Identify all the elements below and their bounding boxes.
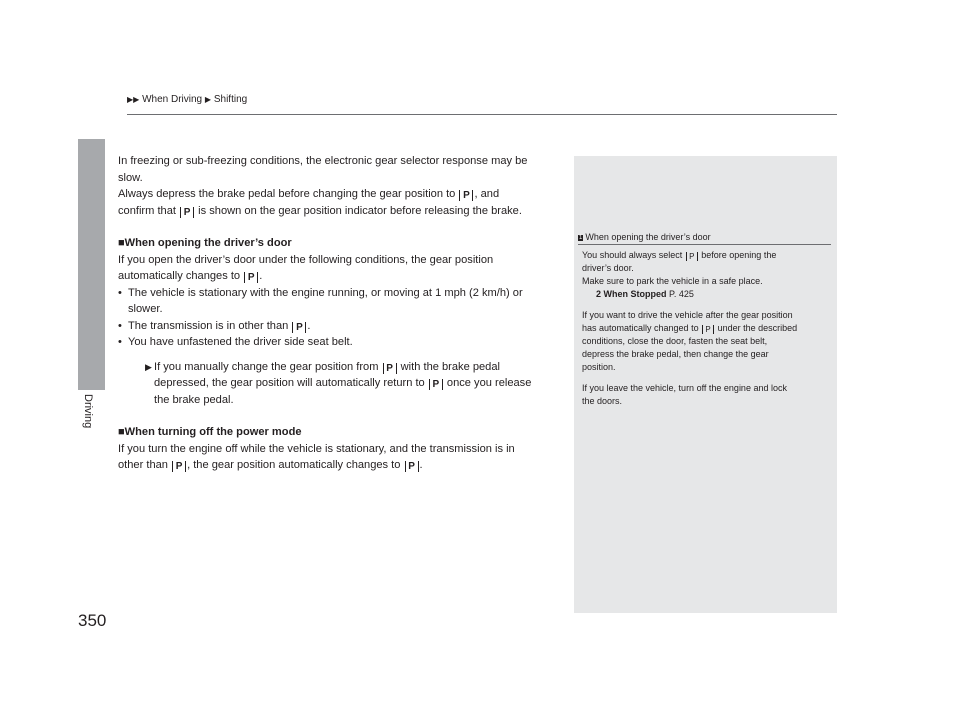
header-rule [127,114,837,115]
text-line: The vehicle is stationary with the engine running, or moving at 1 mph (2 km/h) or [128,286,523,299]
text-line: depressed, the gear position will automatically return to [154,377,425,389]
text-line: , the gear position automatically changes to [187,459,401,471]
text-line: If you manually change the gear position from [154,360,379,373]
breadcrumb-arrow-icon: ▶ [204,95,212,104]
heading-square-icon: ■ [118,426,125,438]
note-paragraph-cont [118,375,563,408]
text-line: You should always select [582,250,683,260]
text-line: is shown on the gear position indicator before releasing the brake. [198,204,522,217]
text-line: confirm that [118,204,176,217]
bullet-icon: • [118,286,122,299]
sidebar-paragraph [582,309,832,374]
list-item [118,334,563,351]
section1-paragraph [118,252,563,285]
text-line: the doors. [582,396,623,406]
note-paragraph [118,359,563,376]
breadcrumb-arrow-icon: ▶▶ [127,95,140,104]
sidebar-paragraph [582,249,832,288]
text-line: . [307,319,311,332]
sidebar-title-text: When opening the driver’s door [585,232,711,242]
text-line: If you open the driver’s door under the following conditions, the gear position [118,253,494,266]
reference-title[interactable]: When Stopped [603,289,667,299]
section-heading-drivers-door [118,235,563,252]
text-line: The transmission is in other than [128,319,289,332]
note-arrow-icon: ▶ [145,361,152,372]
reference-page[interactable]: P. 425 [669,289,694,299]
park-key-icon: P [180,207,194,218]
section-heading-power-mode [118,424,563,441]
text-line: automatically changes to [118,270,241,282]
text-line: Always depress the brake pedal before changing the gear position to [118,188,456,200]
heading-square-icon: ■ [118,237,125,249]
text-line: If you leave the vehicle, turn off the engine and lock [582,383,787,393]
sidebar-body [582,249,832,408]
text-line: driver’s door. [582,263,634,273]
park-key-icon: P [686,252,698,261]
text-line: Make sure to park the vehicle in a safe place. [582,276,763,286]
park-key-icon: P [702,325,714,334]
section2-paragraph [118,441,563,474]
text-line: other than [118,459,168,471]
text-line: under the described [717,323,798,333]
park-key-icon: P [172,461,186,472]
heading-text: When opening the driver’s door [124,237,292,249]
main-content [118,153,563,474]
chapter-tab [78,139,105,390]
text-line: position. [582,362,616,372]
park-key-icon: P [244,272,258,283]
breadcrumb-item-shifting[interactable]: Shifting [213,94,248,105]
bullet-icon: • [118,319,122,332]
text-line: If you turn the engine off while the vehicle is stationary, and the transmission is in [118,442,515,455]
sidebar-title [578,232,831,245]
sidebar-paragraph [582,382,832,408]
text-line: before opening the [701,250,777,260]
bullet-icon: • [118,336,122,348]
chapter-tab-label: Driving [82,394,94,429]
cross-reference-link[interactable] [582,288,832,301]
reference-arrow-icon: 2 [596,289,602,299]
park-key-icon: P [292,322,306,333]
breadcrumb-item-when-driving[interactable]: When Driving [142,94,203,105]
text-line: slower. [128,303,163,315]
park-key-icon: P [459,190,473,201]
intro-paragraph [118,153,563,219]
text-line: conditions, close the door, fasten the seat belt, [582,336,768,346]
text-line: In freezing or sub-freezing conditions, the electronic gear selector response may be [118,155,528,167]
park-key-icon: P [429,379,443,390]
text-line: . [419,459,423,471]
text-line: with the brake pedal [400,360,500,373]
text-line: . [259,270,263,282]
text-line: the brake pedal. [154,393,234,406]
page-number: 350 [78,611,107,630]
text-line: slow. [118,171,143,184]
sidebar-marker-icon: 1 [579,235,583,241]
text-line: If you want to drive the vehicle after the gear position [582,310,793,320]
sidebar-note [574,156,837,613]
park-key-icon: P [405,461,419,472]
text-line: has automatically changed to [582,323,699,333]
breadcrumb [127,94,247,105]
text-line: depress the brake pedal, then change the gear [582,349,769,359]
list-item [118,318,563,335]
text-line: You have unfastened the driver side seat belt. [128,336,353,348]
park-key-icon: P [383,363,397,374]
text-line: , and [474,188,500,200]
text-line: once you release [446,377,532,389]
list-item [118,285,563,318]
heading-text: When turning off the power mode [124,426,302,438]
